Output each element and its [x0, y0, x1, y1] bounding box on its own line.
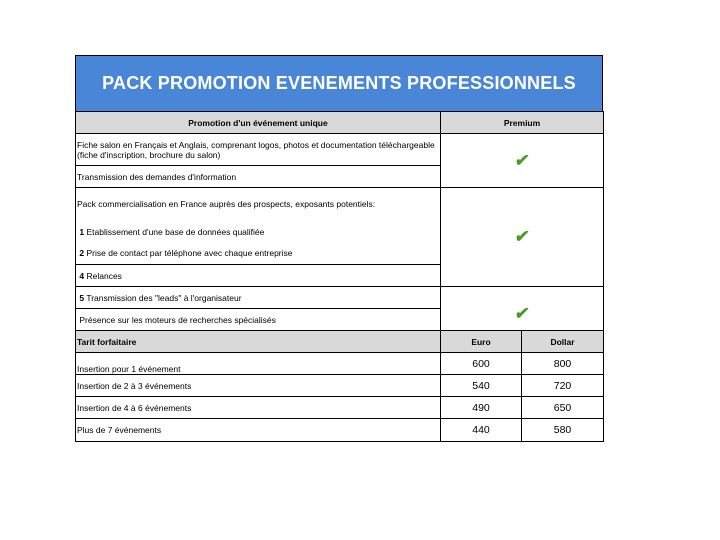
euro-header: Euro — [441, 331, 522, 353]
pricing-sheet — [75, 55, 603, 442]
step-number: 4 — [79, 270, 85, 281]
feature-presence: Présence sur les moteurs de recherches spécialisés — [76, 309, 441, 331]
pricing-label: Insertion de 4 à 6 événements — [76, 397, 441, 419]
dollar-price: 650 — [522, 397, 604, 419]
checkmark-icon: ✔ — [513, 227, 531, 246]
page-title: PACK PROMOTION EVENEMENTS PROFESSIONNELS — [102, 73, 576, 93]
feature-transmission: Transmission des demandes d'information — [76, 166, 441, 188]
premium-check-cell — [441, 304, 604, 331]
dollar-price: 720 — [522, 375, 604, 397]
feature-row — [76, 309, 604, 331]
checkmark-icon: ✔ — [513, 150, 531, 170]
features-header-label: Promotion d'un événement unique — [76, 112, 441, 134]
feature-fiche: Fiche salon en Français et Anglais, comprenant logos, photos et documentation téléchargeable (fiche d'inscription, brochure du salon) — [76, 134, 441, 166]
pricing-label: Insertion de 2 à 3 événements — [76, 375, 441, 397]
dollar-price: 800 — [522, 353, 604, 375]
pricing-label: Plus de 7 événements — [76, 419, 441, 442]
pricing-row — [76, 353, 604, 375]
feature-step — [76, 221, 441, 243]
features-table — [75, 111, 604, 442]
checkmark-icon: ✔ — [513, 304, 531, 324]
dollar-price: 580 — [522, 419, 604, 442]
feature-step — [76, 243, 441, 265]
pricing-row — [76, 419, 604, 442]
step-number: 2 — [79, 248, 85, 259]
feature-row — [76, 134, 604, 166]
title-bar — [75, 55, 603, 111]
euro-price: 490 — [441, 397, 522, 419]
euro-price: 540 — [441, 375, 522, 397]
feature-pack: Pack commercialisation en France auprès des prospects, exposants potentiels: — [76, 188, 441, 221]
euro-price: 600 — [441, 353, 522, 375]
pricing-header-label: Tarit forfaitaire — [76, 331, 441, 353]
pricing-header-row — [76, 331, 604, 353]
step-text: Etablissement d'une base de données qualifiée — [86, 226, 265, 237]
premium-check-cell — [441, 188, 604, 287]
step-number: 5 — [79, 292, 85, 303]
features-header-row — [76, 112, 604, 134]
feature-step — [76, 265, 441, 287]
premium-check-cell — [441, 134, 604, 188]
feature-step — [76, 287, 441, 309]
euro-price: 440 — [441, 419, 522, 442]
step-number: 1 — [79, 226, 85, 237]
dollar-header: Dollar — [522, 331, 604, 353]
step-text: Relances — [86, 270, 122, 281]
feature-row — [76, 188, 604, 221]
step-text: Prise de contact par téléphone avec chaque entreprise — [86, 248, 293, 259]
pricing-row — [76, 375, 604, 397]
premium-header: Premium — [441, 112, 604, 134]
pricing-row — [76, 397, 604, 419]
pricing-label: Insertion pour 1 événement — [76, 353, 441, 375]
step-text: Transmission des "leads" à l'organisateur — [86, 292, 242, 303]
